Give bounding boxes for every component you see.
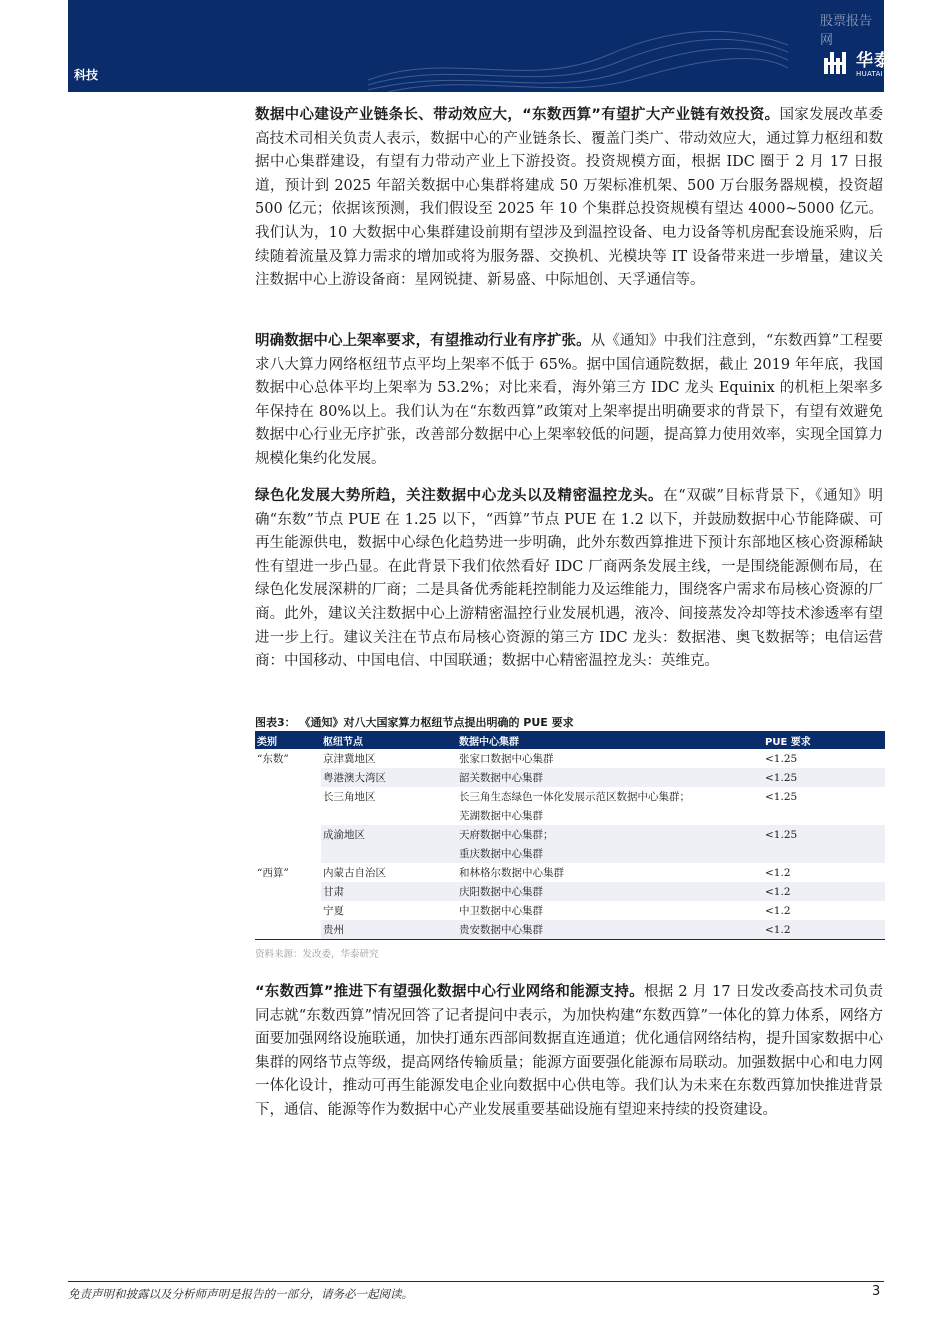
cell-node — [321, 844, 457, 863]
table-row — [255, 806, 885, 825]
column-header-pue: PUE 要求 — [763, 731, 885, 749]
cell-node: 贵州 — [321, 920, 457, 940]
logo-english-name: HUATAI SECURITIES — [856, 70, 930, 78]
cell-node: 成渝地区 — [321, 825, 457, 844]
cell-cluster: 庆阳数据中心集群 — [457, 882, 763, 901]
cell-node: 甘肃 — [321, 882, 457, 901]
paragraph-body: 根据 2 月 17 日发改委高技术司负责同志就“东数西算”情况回答了记者提问中表示，为加快构建“东数西算”一体化的算力体系，网络方面要加强网络设施联通，加快打通东西部间数据直连通道；优化通信网络结构，提升国家数据中心集群的网络节点等级，提高网络传输质量；能源方面要强化能源布局联动。加强数据中心和电力网一体化设计，推动可再生能源发电企业向数据中心供电等。我们认为未来在东数西算加快推进背景下，通信、能源等作为数据中心产业发展重要基础设施有望迎来持续的投资建设。 — [255, 984, 883, 1118]
pue-table — [255, 731, 885, 940]
cell-cluster: 重庆数据中心集群 — [457, 844, 763, 863]
footer-disclaimer: 免责声明和披露以及分析师声明是报告的一部分，请务必一起阅读。 — [68, 1287, 413, 1301]
cell-node: 内蒙古自治区 — [323, 867, 386, 879]
table-row — [255, 787, 885, 806]
cell-cluster: 贵安数据中心集群 — [457, 920, 763, 940]
cell-cluster: 长三角生态绿色一体化发展示范区数据中心集群； — [459, 791, 690, 803]
cell-category — [255, 787, 321, 806]
cell-pue: <1.25 — [763, 768, 885, 787]
column-header-node: 枢纽节点 — [321, 731, 457, 749]
cell-cluster: 芜湖数据中心集群 — [459, 810, 543, 822]
paragraph-body: 在“双碳”目标背景下，《通知》明确“东数”节点 PUE 在 1.25 以下，“西算”节点 PUE 在 1.2 以下，并鼓励数据中心节能降碳、可再生能源供电，数据中心绿色化趋势进一步明确，此外东数西算推进下预计东部地区核心资源稀缺性有望进一步凸显。在此背景下我们依然看好 IDC 厂商两条发展主线，一是围绕能源侧布局，在绿色化发展深耕的厂商；二是具备优秀能耗控制能力及运维能力，围绕客户需求布局核心资源的厂商。此外，建议关注数据中心上游精密温控行业发展机遇，液冷、间接蒸发冷却等技术渗透率有望进一步上行。建议关注在节点布局核心资源的第三方 IDC 龙头：数据港、奥飞数据等；电信运营商：中国移动、中国电信、中国联通；数据中心精密温控龙头：英维克。 — [255, 488, 884, 670]
logo-chinese-name: 华泰证券 — [856, 51, 928, 71]
page-number: 3 — [872, 1284, 881, 1299]
cell-pue: <1.25 — [765, 752, 798, 765]
table-row — [255, 844, 885, 863]
figure-source: 资料来源：发改委，华泰研究 — [255, 949, 379, 960]
sector-label: 科技 — [74, 68, 99, 82]
cell-pue: <1.2 — [763, 920, 885, 940]
paragraph-heading: 明确数据中心上架率要求，有望推动行业有序扩张。 — [255, 333, 591, 349]
cell-cluster: 张家口数据中心集群 — [459, 753, 554, 765]
cell-node: 长三角地区 — [323, 791, 376, 803]
huatai-logo — [822, 44, 947, 84]
cell-category: “西算” — [257, 867, 289, 879]
footer-divider — [68, 1281, 884, 1282]
table-row — [255, 920, 885, 940]
watermark-text: 股票报告网 — [820, 14, 873, 48]
cell-cluster: 韶关数据中心集群 — [457, 768, 763, 787]
table-row — [255, 901, 885, 920]
column-header-category: 类别 — [255, 731, 321, 749]
table-row — [255, 768, 885, 787]
paragraph-green — [255, 485, 883, 674]
cell-category: “东数” — [257, 753, 289, 765]
cell-category — [255, 920, 321, 940]
cell-category — [255, 882, 321, 901]
cell-pue — [763, 806, 885, 825]
cell-category — [255, 806, 321, 825]
cell-category — [255, 844, 321, 863]
paragraph-network-energy — [255, 981, 883, 1123]
column-header-cluster: 数据中心集群 — [457, 731, 763, 749]
cell-category — [255, 768, 321, 787]
cell-pue: <1.25 — [765, 790, 798, 803]
cell-pue: <1.25 — [763, 825, 885, 844]
table-row — [255, 863, 885, 882]
cell-cluster: 中卫数据中心集群 — [459, 905, 543, 917]
header-wave-graphic — [368, 10, 788, 92]
cell-pue — [763, 844, 885, 863]
table-row — [255, 882, 885, 901]
paragraph-rack-rate — [255, 330, 883, 472]
cell-pue: <1.2 — [763, 882, 885, 901]
paragraph-body: 国家发展改革委高技术司相关负责人表示，数据中心的产业链条长、覆盖门类广、带动效应大，通过算力枢纽和数据中心集群建设，有望有力带动产业上下游投资。投资规模方面，根据 IDC 圈于 2 月 17 日报道，预计到 2025 年韶关数据中心集群将建成 50 万架标准机架、500 万台服务器规模，投资超 500 亿元；依据该预测，我们假设至 2025 年 10 个集群总投资规模有望达 4000~5000 亿元。我们认为，10 大数据中心集群建设前期有望涉及到温控设备、电力设备等机房配套设施采购，后续随着流量及算力需求的增加或将为服务器、交换机、光模块等 IT 设备带来进一步增量，建议关注数据中心上游设备商：星网锐捷、新易盛、中际旭创、天孚通信等。 — [255, 107, 883, 289]
paragraph-heading: 数据中心建设产业链条长、带动效应大，“东数西算”有望扩大产业链有效投资。 — [255, 107, 780, 123]
cell-node: 京津冀地区 — [323, 753, 376, 765]
table-header-row — [255, 731, 885, 749]
page-header — [68, 0, 930, 92]
cell-node: 宁夏 — [323, 905, 344, 917]
table-row — [255, 749, 885, 768]
cell-category — [255, 825, 321, 844]
cell-node: 粤港澳大湾区 — [321, 768, 457, 787]
cell-pue: <1.2 — [765, 904, 791, 917]
cell-node — [321, 806, 457, 825]
table-row — [255, 825, 885, 844]
cell-cluster: 天府数据中心集群； — [457, 825, 763, 844]
cell-cluster: 和林格尔数据中心集群 — [459, 867, 564, 879]
cell-category — [255, 901, 321, 920]
paragraph-heading: “东数西算”推进下有望强化数据中心行业网络和能源支持。 — [255, 984, 644, 1000]
paragraph-investment — [255, 104, 883, 293]
figure-title: 图表3： 《通知》对八大国家算力枢纽节点提出明确的 PUE 要求 — [255, 716, 574, 729]
paragraph-heading: 绿色化发展大势所趋，关注数据中心龙头以及精密温控龙头。 — [255, 488, 664, 504]
paragraph-body: 从《通知》中我们注意到，“东数西算”工程要求八大算力网络枢纽节点平均上架率不低于 65%。据中国信通院数据，截止 2019 年年底，我国数据中心总体平均上架率为 53.2%；对比来看，海外第三方 IDC 龙头 Equinix 的机柜上架率多年保持在 80%以上。我们认为在“东数西算”政策对上架率提出明确要求的背景下，有望有效避免数据中心行业无序扩张，改善部分数据中心上架率较低的问题，提高算力使用效率，实现全国算力规模化集约化发展。 — [255, 333, 883, 467]
huatai-logo-icon — [822, 48, 852, 78]
cell-pue: <1.2 — [765, 866, 791, 879]
